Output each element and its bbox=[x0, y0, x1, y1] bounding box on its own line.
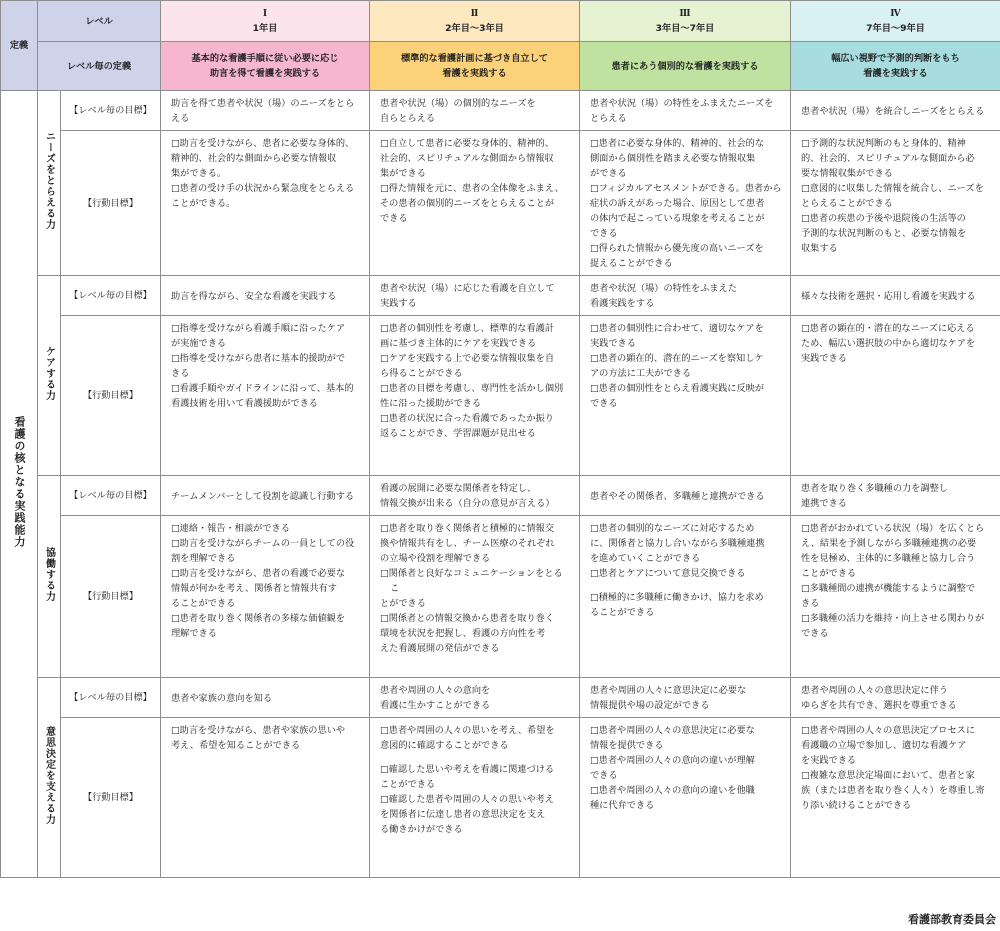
level-4-header: Ⅳ 7年目～9年目 bbox=[791, 1, 1000, 42]
action-cell-level-2 bbox=[370, 131, 580, 276]
checkbox-item: □多職種の活力を維持・向上させる関わりが できる bbox=[801, 613, 985, 639]
goal-row-label: 【レベル毎の目標】 bbox=[61, 276, 161, 316]
checkbox-item: □得た情報を元に、患者の全体像をふまえ、 その患者の個別的ニーズをとらえることが できる bbox=[380, 183, 564, 224]
section-label-collab: 協働する力 bbox=[38, 476, 61, 678]
goal-cell-level-4: 患者を取り巻く多職種の力を調整し 連携できる bbox=[791, 476, 1000, 516]
level-2-definition: 標準的な看護計画に基づき自立して 看護を実践する bbox=[370, 42, 580, 91]
goal-cell-level-1: 助言を得ながら、安全な看護を実践する bbox=[161, 276, 370, 316]
action-cell-level-3 bbox=[580, 718, 791, 878]
goal-cell-level-2: 患者や状況（場）の個別的なニーズを 自らとらえる bbox=[370, 91, 580, 131]
action-row-label: 【行動目標】 bbox=[61, 316, 161, 476]
goal-row-needs bbox=[1, 91, 1000, 131]
goal-cell-level-3: 患者やその関係者、多職種と連携ができる bbox=[580, 476, 791, 516]
checkbox-item: □患者や周囲の人々の意思決定に必要な 情報を提供できる bbox=[590, 725, 755, 751]
action-cell-level-2 bbox=[370, 516, 580, 678]
goal-cell-level-1: チームメンバーとして役割を認識し行動する bbox=[161, 476, 370, 516]
checkbox-item: □助言を受けながら、患者に必要な身体的、 精神的、社会的な側面から必要な情報収 集ができる。 bbox=[171, 138, 355, 179]
checkbox-item: □患者の個別性をとらえ看護実践に反映が できる bbox=[590, 383, 765, 409]
checkbox-item: □確認した思いや考えを看護に関連づける ことができる bbox=[380, 764, 555, 790]
action-row-decision bbox=[1, 718, 1000, 878]
goal-row-care bbox=[1, 276, 1000, 316]
action-cell-level-3 bbox=[580, 516, 791, 678]
action-row-collab bbox=[1, 516, 1000, 678]
checkbox-item: □患者の目標を考慮し、専門性を活かし個別 性に沿った援助ができる bbox=[380, 383, 564, 409]
checkbox-item: □看護手順やガイドラインに沿って、基本的 看護技術を用いて看護援助ができる bbox=[171, 383, 354, 409]
checkbox-item: □患者の個別性を考慮し、標準的な看護計 画に基づき主体的にケアを実践できる bbox=[380, 323, 555, 349]
goal-cell-level-1: 助言を得て患者や状況（場）のニーズをとらえる bbox=[161, 91, 370, 131]
action-row-needs bbox=[1, 131, 1000, 276]
checkbox-item: □患者に必要な身体的、精神的、社会的な 側面から個別性を踏まえ必要な情報収集 ができる bbox=[590, 138, 765, 179]
checkbox-item: □指導を受けながら患者に基本的援助がで きる bbox=[171, 353, 346, 379]
section-label-care: ケアする力 bbox=[38, 276, 61, 476]
checkbox-item: □助言を受けながらチームの一員としての役 割を理解できる bbox=[171, 538, 355, 564]
checkbox-item: □関係者との情報交換から患者を取り巻く 環境を状況を把握し、看護の方向性を考 えた看護展開の発信ができる bbox=[380, 613, 555, 654]
goal-cell-level-4: 様々な技術を選択・応用し看護を実践する bbox=[791, 276, 1000, 316]
action-cell-level-4 bbox=[791, 131, 1000, 276]
checkbox-item: □指導を受けながら看護手順に沿ったケア が実施できる bbox=[171, 323, 346, 349]
level-1-header: Ⅰ 1年目 bbox=[161, 1, 370, 42]
action-cell-level-2 bbox=[370, 718, 580, 878]
level-2-header: Ⅱ 2年目～3年目 bbox=[370, 1, 580, 42]
checkbox-item: □複雑な意思決定場面において、患者と家 族（または患者を取り巻く人々）を尊重し寄 り添い続けることができる bbox=[801, 770, 985, 811]
action-row-label: 【行動目標】 bbox=[61, 131, 161, 276]
goal-row-label: 【レベル毎の目標】 bbox=[61, 476, 161, 516]
goal-cell-level-3: 患者や状況（場）の特性をふまえたニーズを とらえる bbox=[580, 91, 791, 131]
action-cell-level-4 bbox=[791, 516, 1000, 678]
goal-cell-level-4: 患者や周囲の人々の意思決定に伴う ゆらぎを共有でき、選択を尊重できる bbox=[791, 678, 1000, 718]
action-row-label: 【行動目標】 bbox=[61, 516, 161, 678]
checkbox-item: □助言を受けながら、患者の看護で必要な 情報が何かを考え、関係者と情報共有す ることができる bbox=[171, 568, 346, 609]
checkbox-item: □患者がおかれている状況（場）を広くとら え、結果を予測しながら多職種連携の必要 性を見極め、主体的に多職種と協力し合う ことができる bbox=[801, 523, 985, 579]
action-cell-level-1 bbox=[161, 316, 370, 476]
checkbox-item: □助言を受けながら、患者や家族の思いや 考え、希望を知ることができる bbox=[171, 725, 346, 751]
level-definition-label: レベル毎の定義 bbox=[38, 42, 161, 91]
checkbox-item: □多職種間の連携が機能するように調整で きる bbox=[801, 583, 976, 609]
core-competency-label: 看護の核となる実践能力 bbox=[1, 91, 38, 878]
checkbox-item: □確認した患者や周囲の人々の思いや考え を関係者に伝達し患者の意思決定を支え る働きかけができる bbox=[380, 794, 555, 835]
checkbox-item: □関係者と良好なコミュニケーションをとるこ とができる bbox=[380, 568, 563, 609]
checkbox-item: □患者を取り巻く関係者と積極的に情報交 換や情報共有をし、チーム医療のそれぞれ の立場や役割を理解できる bbox=[380, 523, 555, 564]
checkbox-item: □得られた情報から優先度の高いニーズを 捉えることができる bbox=[590, 243, 764, 269]
action-cell-level-3 bbox=[580, 316, 791, 476]
checkbox-item: □患者や周囲の人々の意向の違いを他職 種に代弁できる bbox=[590, 785, 755, 811]
checkbox-item: □患者の個別性に合わせて、適切なケアを 実践できる bbox=[590, 323, 764, 349]
goal-cell-level-2: 患者や周囲の人々の意向を 看護に生かすことができる bbox=[370, 678, 580, 718]
section-label-needs: ニーズをとらえる力 bbox=[38, 91, 61, 276]
goal-row-decision bbox=[1, 678, 1000, 718]
goal-cell-level-3: 患者や状況（場）の特性をふまえた 看護実践をする bbox=[580, 276, 791, 316]
level-1-definition: 基本的な看護手順に従い必要に応じ 助言を得て看護を実践する bbox=[161, 42, 370, 91]
checkbox-item: □患者の顕在的、潜在的ニーズを察知しケ アの方法に工夫ができる bbox=[590, 353, 764, 379]
definition-label: 定義 bbox=[1, 1, 38, 91]
checkbox-item: □患者の個別的なニーズに対応するため に、関係者と協力し合いながら多職種連携 を進めていくことができる bbox=[590, 523, 765, 564]
checkbox-item: □意図的に収集した情報を統合し、ニーズを とらえることができる bbox=[801, 183, 984, 209]
action-row-label: 【行動目標】 bbox=[61, 718, 161, 878]
checkbox-item: □患者や周囲の人々の意思決定プロセスに 看護職の立場で参加し、適切な看護ケア を実践できる bbox=[801, 725, 976, 766]
level-definition-row bbox=[1, 42, 1000, 91]
level-label: レベル bbox=[38, 1, 161, 42]
goal-cell-level-2: 看護の展開に必要な関係者を特定し、 情報交換が出来る（自分の意見が言える） bbox=[370, 476, 580, 516]
checkbox-item: □患者や周囲の人々の思いを考え、希望を 意図的に確認することができる bbox=[380, 725, 555, 751]
action-cell-level-1 bbox=[161, 131, 370, 276]
checkbox-item: □自立して患者に必要な身体的、精神的、 社会的、スピリチュアルな側面から情報収 集ができる bbox=[380, 138, 555, 179]
checkbox-item: □患者を取り巻く関係者の多様な価値観を 理解できる bbox=[171, 613, 346, 639]
checkbox-item: □患者の疾患の予後や退院後の生活等の 予測的な状況判断のもと、必要な情報を 収集する bbox=[801, 213, 967, 254]
checkbox-item: □患者の状況に合った看護であったか振り 返ることができ、学習課題が見出せる bbox=[380, 413, 554, 439]
checkbox-item: □患者の顕在的・潜在的なニーズに応える ため、幅広い選択肢の中から適切なケアを 実践できる bbox=[801, 323, 976, 364]
goal-cell-level-1: 患者や家族の意向を知る bbox=[161, 678, 370, 718]
checkbox-item: □ケアを実践する上で必要な情報収集を自 ら得ることができる bbox=[380, 353, 555, 379]
level-3-header: Ⅲ 3年目～7年目 bbox=[580, 1, 791, 42]
action-cell-level-1 bbox=[161, 718, 370, 878]
goal-row-collab bbox=[1, 476, 1000, 516]
goal-cell-level-2: 患者や状況（場）に応じた看護を自立して 実践する bbox=[370, 276, 580, 316]
goal-cell-level-4: 患者や状況（場）を統合しニーズをとらえる bbox=[791, 91, 1000, 131]
action-cell-level-4 bbox=[791, 316, 1000, 476]
checkbox-item: □患者や周囲の人々の意向の違いが理解 できる bbox=[590, 755, 755, 781]
goal-cell-level-3: 患者や周囲の人々に意思決定に必要な 情報提供や場の設定ができる bbox=[580, 678, 791, 718]
checkbox-item: □フィジカルアセスメントができる。患者から 症状の訴えがあった場合、原因として患者 の体内で起こっている現象を考えることが できる bbox=[590, 183, 782, 239]
level-3-definition: 患者にあう個別的な看護を実践する bbox=[580, 42, 791, 91]
action-cell-level-2 bbox=[370, 316, 580, 476]
goal-row-label: 【レベル毎の目標】 bbox=[61, 678, 161, 718]
level-4-definition: 幅広い視野で予測的判断をもち 看護を実践する bbox=[791, 42, 1000, 91]
action-row-care bbox=[1, 316, 1000, 476]
checkbox-item: □患者とケアについて意見交換できる bbox=[590, 568, 746, 579]
checkbox-item: □積極的に多職種に働きかけ、協力を求め ることができる bbox=[590, 592, 764, 618]
goal-row-label: 【レベル毎の目標】 bbox=[61, 91, 161, 131]
action-cell-level-3 bbox=[580, 131, 791, 276]
level-header-row bbox=[1, 1, 1000, 42]
action-cell-level-4 bbox=[791, 718, 1000, 878]
checkbox-item: □予測的な状況判断のもと身体的、精神 的、社会的、スピリチュアルな側面から必 要な情報収集ができる bbox=[801, 138, 975, 179]
footer-committee: 看護部教育委員会 bbox=[908, 913, 996, 926]
section-label-decision: 意思決定を支える力 bbox=[38, 678, 61, 878]
action-cell-level-1 bbox=[161, 516, 370, 678]
checkbox-item: □連絡・報告・相談ができる bbox=[171, 523, 290, 534]
checkbox-item: □患者の受け手の状況から緊急度をとらえる ことができる。 bbox=[171, 183, 355, 209]
